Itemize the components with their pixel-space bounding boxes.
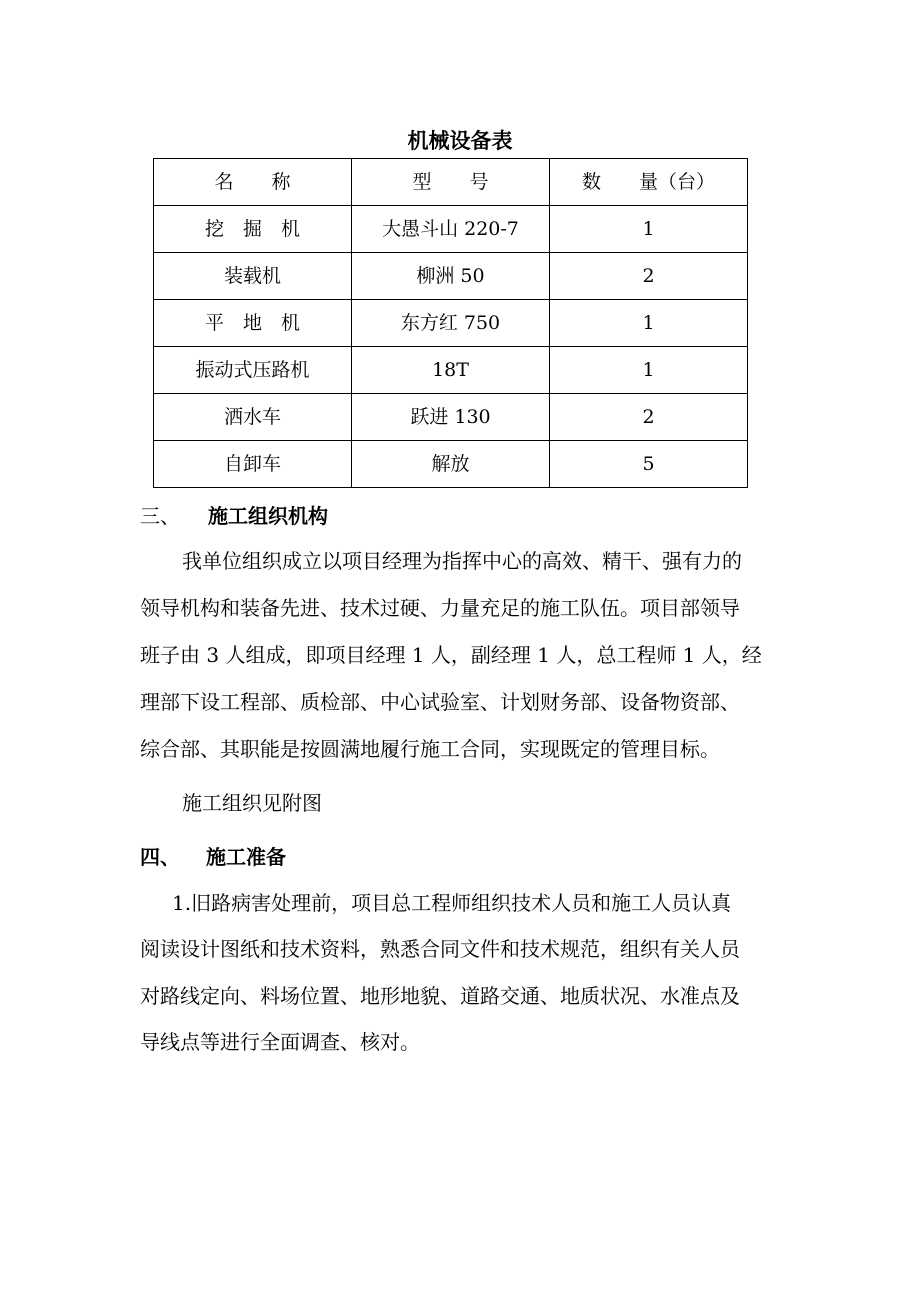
section-4-heading — [140, 842, 286, 872]
section-3-note: 施工组织见附图 — [182, 791, 322, 815]
table-row — [154, 441, 748, 488]
section-3-paragraph-line: 班子由 3 人组成，即项目经理 1 人，副经理 1 人，总工程师 1 人，经 — [140, 643, 762, 667]
section-4-paragraph-line: 导线点等进行全面调查、核对。 — [140, 1030, 420, 1054]
cell-name: 挖 掘 机 — [154, 206, 352, 253]
section-3-paragraph-line: 我单位组织成立以项目经理为指挥中心的高效、精干、强有力的 — [182, 549, 742, 573]
cell-name: 装载机 — [154, 253, 352, 300]
table-row — [154, 300, 748, 347]
cell-model: 18T — [352, 347, 550, 394]
cell-model: 解放 — [352, 441, 550, 488]
cell-model: 东方红 750 — [352, 300, 550, 347]
table-title: 机械设备表 — [407, 129, 513, 153]
table-row — [154, 347, 748, 394]
cell-name: 自卸车 — [154, 441, 352, 488]
header-model: 型 号 — [352, 159, 550, 206]
section-3-title: 施工组织机构 — [208, 504, 328, 528]
table-row — [154, 253, 748, 300]
cell-quantity: 1 — [550, 347, 748, 394]
section-3-paragraph-line: 领导机构和装备先进、技术过硬、力量充足的施工队伍。项目部领导 — [140, 596, 740, 620]
cell-quantity: 2 — [550, 253, 748, 300]
cell-name: 洒水车 — [154, 394, 352, 441]
section-4-title: 施工准备 — [206, 845, 286, 869]
table-header-row — [154, 159, 748, 206]
header-name: 名 称 — [154, 159, 352, 206]
equipment-table — [153, 158, 748, 488]
section-3-paragraph-line: 综合部、其职能是按圆满地履行施工合同，实现既定的管理目标。 — [140, 737, 720, 761]
section-3-paragraph-line: 理部下设工程部、质检部、中心试验室、计划财务部、设备物资部、 — [140, 690, 740, 714]
section-4-number: 四、 — [140, 845, 180, 869]
cell-quantity: 2 — [550, 394, 748, 441]
section-3-heading — [140, 501, 328, 531]
table-row — [154, 394, 748, 441]
cell-model: 大愚斗山 220-7 — [352, 206, 550, 253]
header-quantity: 数 量（台） — [550, 159, 748, 206]
cell-name: 振动式压路机 — [154, 347, 352, 394]
section-4-paragraph-line: 阅读设计图纸和技术资料，熟悉合同文件和技术规范，组织有关人员 — [140, 937, 740, 961]
section-3-number: 三、 — [140, 504, 180, 528]
table-row — [154, 206, 748, 253]
cell-quantity: 1 — [550, 206, 748, 253]
cell-model: 柳洲 50 — [352, 253, 550, 300]
cell-model: 跃进 130 — [352, 394, 550, 441]
cell-quantity: 5 — [550, 441, 748, 488]
section-4-paragraph-line: 对路线定向、料场位置、地形地貌、道路交通、地质状况、水准点及 — [140, 984, 740, 1008]
section-4-paragraph-line: 1.旧路病害处理前，项目总工程师组织技术人员和施工人员认真 — [172, 891, 732, 915]
cell-quantity: 1 — [550, 300, 748, 347]
cell-name: 平 地 机 — [154, 300, 352, 347]
